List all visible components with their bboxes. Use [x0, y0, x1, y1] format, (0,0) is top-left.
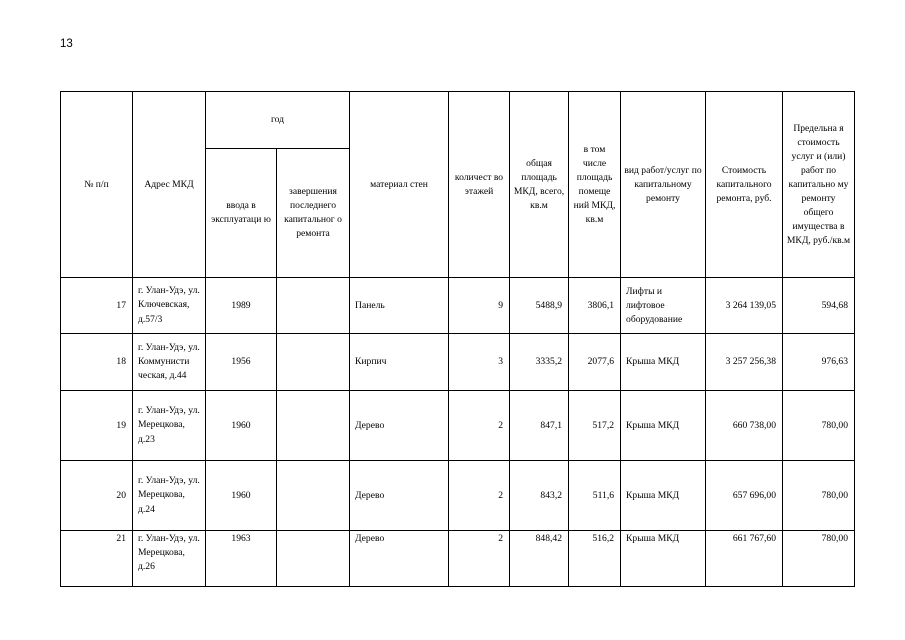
row-area-premises: 516,2 [569, 531, 621, 587]
header-max-cost: Предельна я стоимость услуг и (или) работ по капитально му ремонту общего имущества в МКД, руб./кв.м [783, 92, 855, 278]
row-floors: 2 [449, 391, 510, 461]
row-area-premises: 3806,1 [569, 278, 621, 334]
row-address: г. Улан-Удэ, ул. Мерецкова, д.24 [133, 461, 206, 531]
row-year-last-repair [277, 461, 350, 531]
row-year-last-repair [277, 334, 350, 391]
row-area-premises: 517,2 [569, 391, 621, 461]
repair-table [60, 91, 855, 587]
row-max-cost: 780,00 [783, 531, 855, 587]
row-year-commission: 1963 [206, 531, 277, 587]
row-work-type: Крыша МКД [621, 391, 706, 461]
row-year-commission: 1956 [206, 334, 277, 391]
row-address: г. Улан-Удэ, ул. Ключевская, д.57/3 [133, 278, 206, 334]
page-number: 13 [60, 38, 73, 50]
row-num: 18 [61, 334, 133, 391]
row-area-premises: 2077,6 [569, 334, 621, 391]
header-year-group: год [206, 92, 350, 149]
header-wall-material: материал стен [350, 92, 449, 278]
row-cost: 3 264 139,05 [706, 278, 783, 334]
row-work-type: Лифты и лифтовое оборудование [621, 278, 706, 334]
row-max-cost: 780,00 [783, 461, 855, 531]
header-year-commission: ввода в эксплуатаци ю [206, 149, 277, 278]
header-area-premises: в том числе площадь помеще ний МКД, кв.м [569, 92, 621, 278]
row-cost: 657 696,00 [706, 461, 783, 531]
row-work-type: Крыша МКД [621, 531, 706, 587]
header-address: Адрес МКД [133, 92, 206, 278]
row-address: г. Улан-Удэ, ул. Мерецкова, д.23 [133, 391, 206, 461]
table-row [61, 531, 855, 587]
row-cost: 660 738,00 [706, 391, 783, 461]
header-total-area: общая площадь МКД, всего, кв.м [510, 92, 569, 278]
row-wall-material: Кирпич [350, 334, 449, 391]
header-num: № п/п [61, 92, 133, 278]
row-year-last-repair [277, 531, 350, 587]
table-row [61, 278, 855, 334]
table-row [61, 334, 855, 391]
row-work-type: Крыша МКД [621, 334, 706, 391]
row-year-last-repair [277, 391, 350, 461]
row-total-area: 3335,2 [510, 334, 569, 391]
header-cost: Стоимость капитального ремонта, руб. [706, 92, 783, 278]
row-year-commission: 1960 [206, 461, 277, 531]
row-floors: 9 [449, 278, 510, 334]
row-num: 21 [61, 531, 133, 587]
row-year-commission: 1960 [206, 391, 277, 461]
row-num: 17 [61, 278, 133, 334]
row-num: 20 [61, 461, 133, 531]
row-floors: 2 [449, 461, 510, 531]
row-wall-material: Панель [350, 278, 449, 334]
row-address: г. Улан-Удэ, ул. Мерецкова, д.26 [133, 531, 206, 587]
row-cost: 3 257 256,38 [706, 334, 783, 391]
row-work-type: Крыша МКД [621, 461, 706, 531]
row-total-area: 847,1 [510, 391, 569, 461]
table-row [61, 461, 855, 531]
row-address: г. Улан-Удэ, ул. Коммунисти ческая, д.44 [133, 334, 206, 391]
row-area-premises: 511,6 [569, 461, 621, 531]
row-wall-material: Дерево [350, 391, 449, 461]
table-row [61, 391, 855, 461]
row-wall-material: Дерево [350, 531, 449, 587]
header-work-type: вид работ/услуг по капитальному ремонту [621, 92, 706, 278]
row-max-cost: 780,00 [783, 391, 855, 461]
row-max-cost: 594,68 [783, 278, 855, 334]
row-wall-material: Дерево [350, 461, 449, 531]
row-year-last-repair [277, 278, 350, 334]
row-num: 19 [61, 391, 133, 461]
row-cost: 661 767,60 [706, 531, 783, 587]
row-total-area: 848,42 [510, 531, 569, 587]
row-year-commission: 1989 [206, 278, 277, 334]
row-total-area: 5488,9 [510, 278, 569, 334]
header-floors: количест во этажей [449, 92, 510, 278]
header-year-last-repair: завершения последнего капитальног о ремонта [277, 149, 350, 278]
row-floors: 2 [449, 531, 510, 587]
row-floors: 3 [449, 334, 510, 391]
row-total-area: 843,2 [510, 461, 569, 531]
row-max-cost: 976,63 [783, 334, 855, 391]
